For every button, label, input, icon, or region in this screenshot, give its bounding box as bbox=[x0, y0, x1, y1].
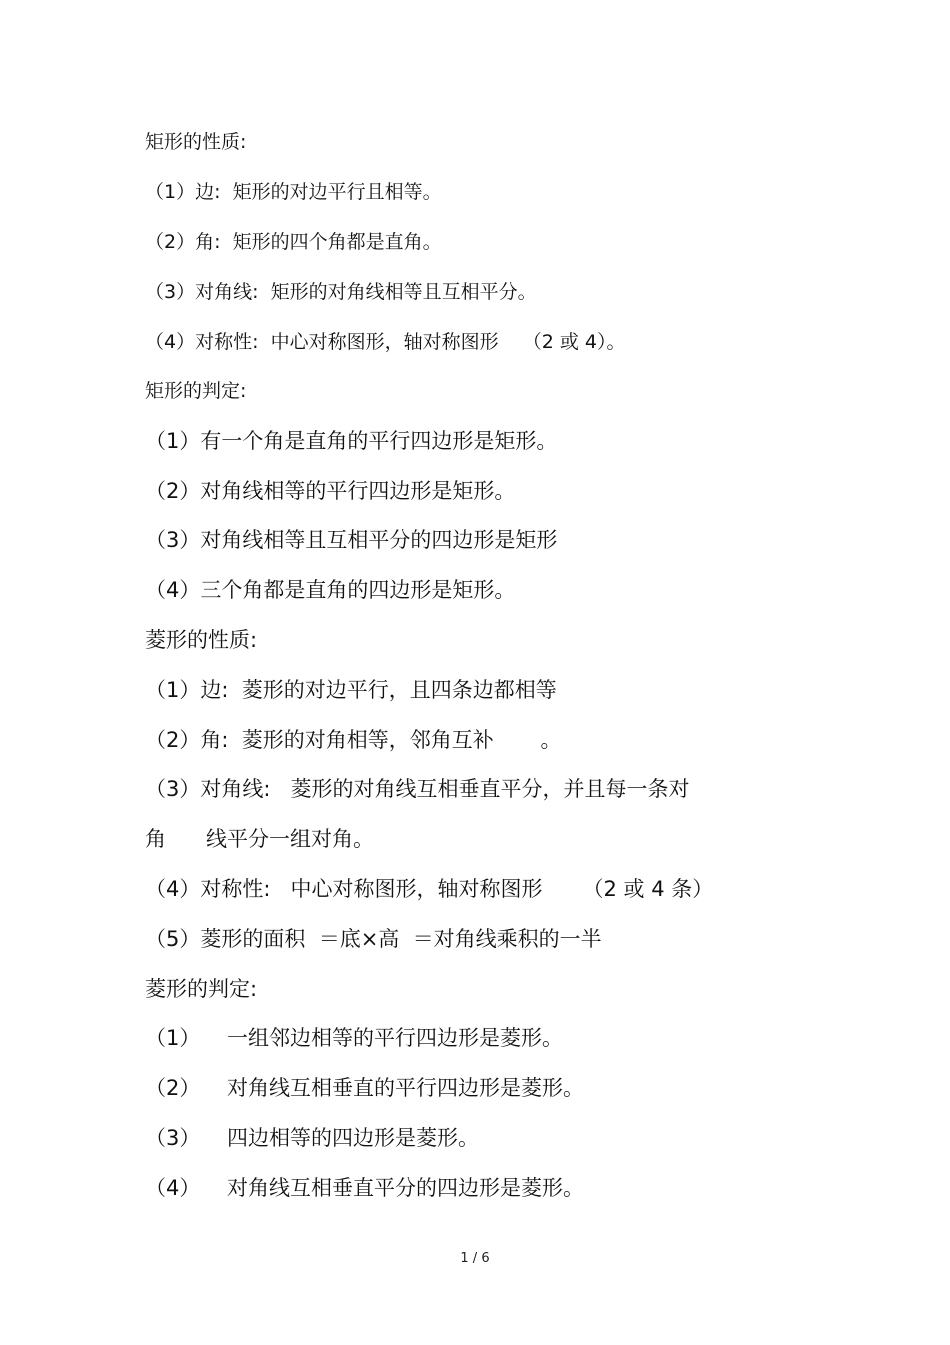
heading-rhombus-properties: 菱形的性质: bbox=[145, 628, 258, 652]
rhombus-criterion-2: （2） 对角线互相垂直的平行四边形是菱形。 bbox=[145, 1076, 585, 1100]
rhombus-property-5: （5）菱形的面积 ＝底×高 ＝对角线乘积的一半 bbox=[145, 927, 602, 951]
rectangle-property-4: （4）对称性: 中心对称图形，轴对称图形 （2 或 4）。 bbox=[145, 331, 626, 353]
rectangle-property-1: （1）边: 矩形的对边平行且相等。 bbox=[145, 181, 442, 203]
rectangle-criterion-4: （4）三个角都是直角的四边形是矩形。 bbox=[145, 578, 516, 602]
rhombus-criterion-4: （4） 对角线互相垂直平分的四边形是菱形。 bbox=[145, 1176, 585, 1200]
rectangle-property-3: （3）对角线: 矩形的对角线相等且互相平分。 bbox=[145, 281, 537, 303]
rhombus-property-3-continued: 角 线平分一组对角。 bbox=[145, 827, 375, 851]
rectangle-property-2: （2）角: 矩形的四个角都是直角。 bbox=[145, 231, 442, 253]
rhombus-property-4: （4）对称性: 中心对称图形，轴对称图形 （2 或 4 条） bbox=[145, 877, 714, 901]
heading-rectangle-criteria: 矩形的判定: bbox=[145, 380, 247, 402]
rhombus-criterion-1: （1） 一组邻边相等的平行四边形是菱形。 bbox=[145, 1026, 564, 1050]
rhombus-property-3: （3）对角线: 菱形的对角线互相垂直平分，并且每一条对 bbox=[145, 777, 690, 801]
heading-rhombus-criteria: 菱形的判定: bbox=[145, 977, 258, 1001]
rhombus-criterion-3: （3） 四边相等的四边形是菱形。 bbox=[145, 1126, 480, 1150]
page-number: 1 / 6 bbox=[460, 1251, 490, 1266]
rhombus-property-1: （1）边: 菱形的对边平行，且四条边都相等 bbox=[145, 678, 557, 702]
heading-rectangle-properties: 矩形的性质: bbox=[145, 131, 247, 153]
rhombus-property-2: （2）角: 菱形的对角相等，邻角互补 。 bbox=[145, 728, 562, 752]
rectangle-criterion-1: （1）有一个角是直角的平行四边形是矩形。 bbox=[145, 429, 558, 453]
rectangle-criterion-3: （3）对角线相等且互相平分的四边形是矩形 bbox=[145, 528, 558, 552]
rectangle-criterion-2: （2）对角线相等的平行四边形是矩形。 bbox=[145, 479, 516, 503]
